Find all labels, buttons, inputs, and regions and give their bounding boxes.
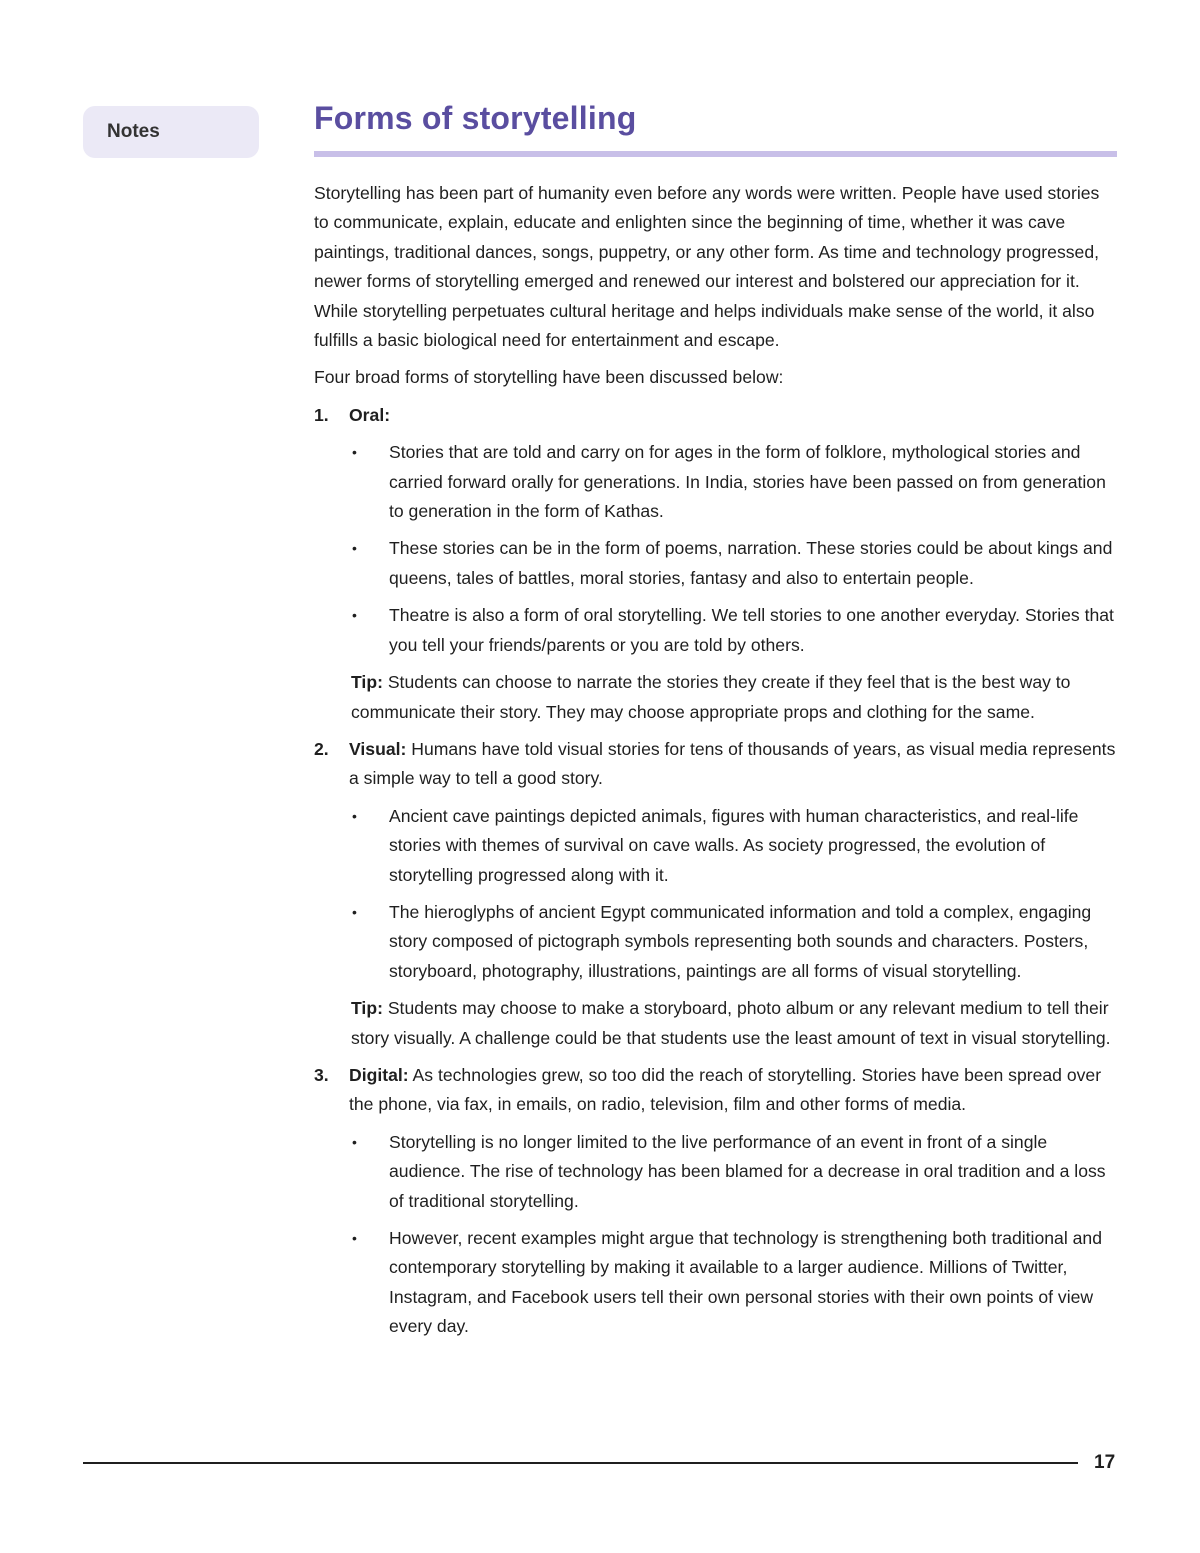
section-heading: Oral: <box>349 404 391 425</box>
section-heading: Visual: <box>349 738 407 759</box>
bullet-icon: • <box>352 807 357 824</box>
section-number: 1. <box>314 404 329 425</box>
oral-bullet-list <box>314 438 1117 660</box>
list-item <box>314 1224 1117 1342</box>
digital-bullet-list <box>314 1128 1117 1342</box>
page-number: 17 <box>1094 1452 1116 1473</box>
bullet-text: The hieroglyphs of ancient Egypt communicated information and told a complex, engaging story composed of pictograph symbols representing both sounds and characters. Posters, storyboard, photography, illustrations, paintings are all forms of visual storytelling. <box>389 901 1092 981</box>
bullet-icon: • <box>352 903 357 920</box>
list-item <box>314 534 1117 593</box>
bullet-text: Theatre is also a form of oral storytelling. We tell stories to one another everyday. Stories that you tell your friends/parents or you are told by others. <box>389 605 1114 655</box>
section-number: 3. <box>314 1064 329 1085</box>
list-item <box>314 898 1117 986</box>
tip-text: Students may choose to make a storyboard, photo album or any relevant medium to tell their story visually. A challenge could be that students use the least amount of text in visual storytelling. <box>351 998 1111 1048</box>
tip-label: Tip: <box>351 998 383 1019</box>
section-heading: Digital: <box>349 1064 409 1085</box>
section-digital <box>314 1061 1117 1120</box>
tip-label: Tip: <box>351 672 383 693</box>
tip-text: Students can choose to narrate the stories they create if they feel that is the best way to communicate their story. They may choose appropriate props and clothing for the same. <box>351 672 1071 722</box>
section-oral <box>314 401 1117 430</box>
bullet-text: Ancient cave paintings depicted animals, figures with human characteristics, and real-life stories with themes of survival on cave walls. As society progressed, the evolution of storytelling progressed along with it. <box>389 805 1079 885</box>
bullet-icon: • <box>352 540 357 557</box>
oral-tip <box>314 668 1117 727</box>
bullet-text: Stories that are told and carry on for ages in the form of folklore, mythological stories and carried forward orally for generations. In India, stories have been passed on from generation to generation in the form of Kathas. <box>389 442 1106 522</box>
bullet-icon: • <box>352 444 357 461</box>
visual-tip <box>314 994 1117 1053</box>
list-item <box>314 802 1117 890</box>
page-title: Forms of storytelling <box>314 100 637 136</box>
section-text: Humans have told visual stories for tens of thousands of years, as visual media represents a simple way to tell a good story. <box>349 738 1116 789</box>
section-visual <box>314 735 1117 794</box>
bullet-text: However, recent examples might argue that technology is strengthening both traditional and contemporary storytelling by making it available to a larger audience. Millions of Twitter, Instagram, and Facebook users tell their own personal stories with their own points of view every day. <box>389 1228 1102 1337</box>
visual-bullet-list <box>314 802 1117 986</box>
section-text: As technologies grew, so too did the reach of storytelling. Stories have been spread over the phone, via fax, in emails, on radio, television, film and other forms of media. <box>349 1064 1102 1115</box>
bullet-icon: • <box>352 1133 357 1150</box>
bullet-icon: • <box>352 1230 357 1246</box>
list-item <box>314 1128 1117 1216</box>
list-item <box>314 601 1117 660</box>
list-item <box>314 438 1117 526</box>
title-underline <box>314 151 1117 157</box>
bullet-icon: • <box>352 607 357 624</box>
section-number: 2. <box>314 738 329 759</box>
intro-paragraph: Storytelling has been part of humanity even before any words were written. People have used stories to communicate, explain, educate and enlighten since the beginning of time, whether it was cave paintings, traditional dances, songs, puppetry, or any other form. As time and technology progressed, newer forms of storytelling emerged and renewed our interest and bolstered our appreciation for it. While storytelling perpetuates cultural heritage and helps individuals make sense of the world, it also fulfills a basic biological need for entertainment and escape. <box>314 183 1100 351</box>
lead-paragraph: Four broad forms of storytelling have been discussed below: <box>314 367 784 388</box>
main-content <box>314 96 1117 1350</box>
bullet-text: These stories can be in the form of poems, narration. These stories could be about kings and queens, tales of battles, moral stories, fantasy and also to entertain people. <box>389 538 1113 588</box>
notes-tab <box>83 106 259 158</box>
notes-label: Notes <box>107 121 160 142</box>
footer-divider <box>83 1462 1078 1464</box>
bullet-text: Storytelling is no longer limited to the live performance of an event in front of a single audience. The rise of technology has been blamed for a decrease in oral tradition and a loss of traditional storytelling. <box>389 1131 1106 1211</box>
